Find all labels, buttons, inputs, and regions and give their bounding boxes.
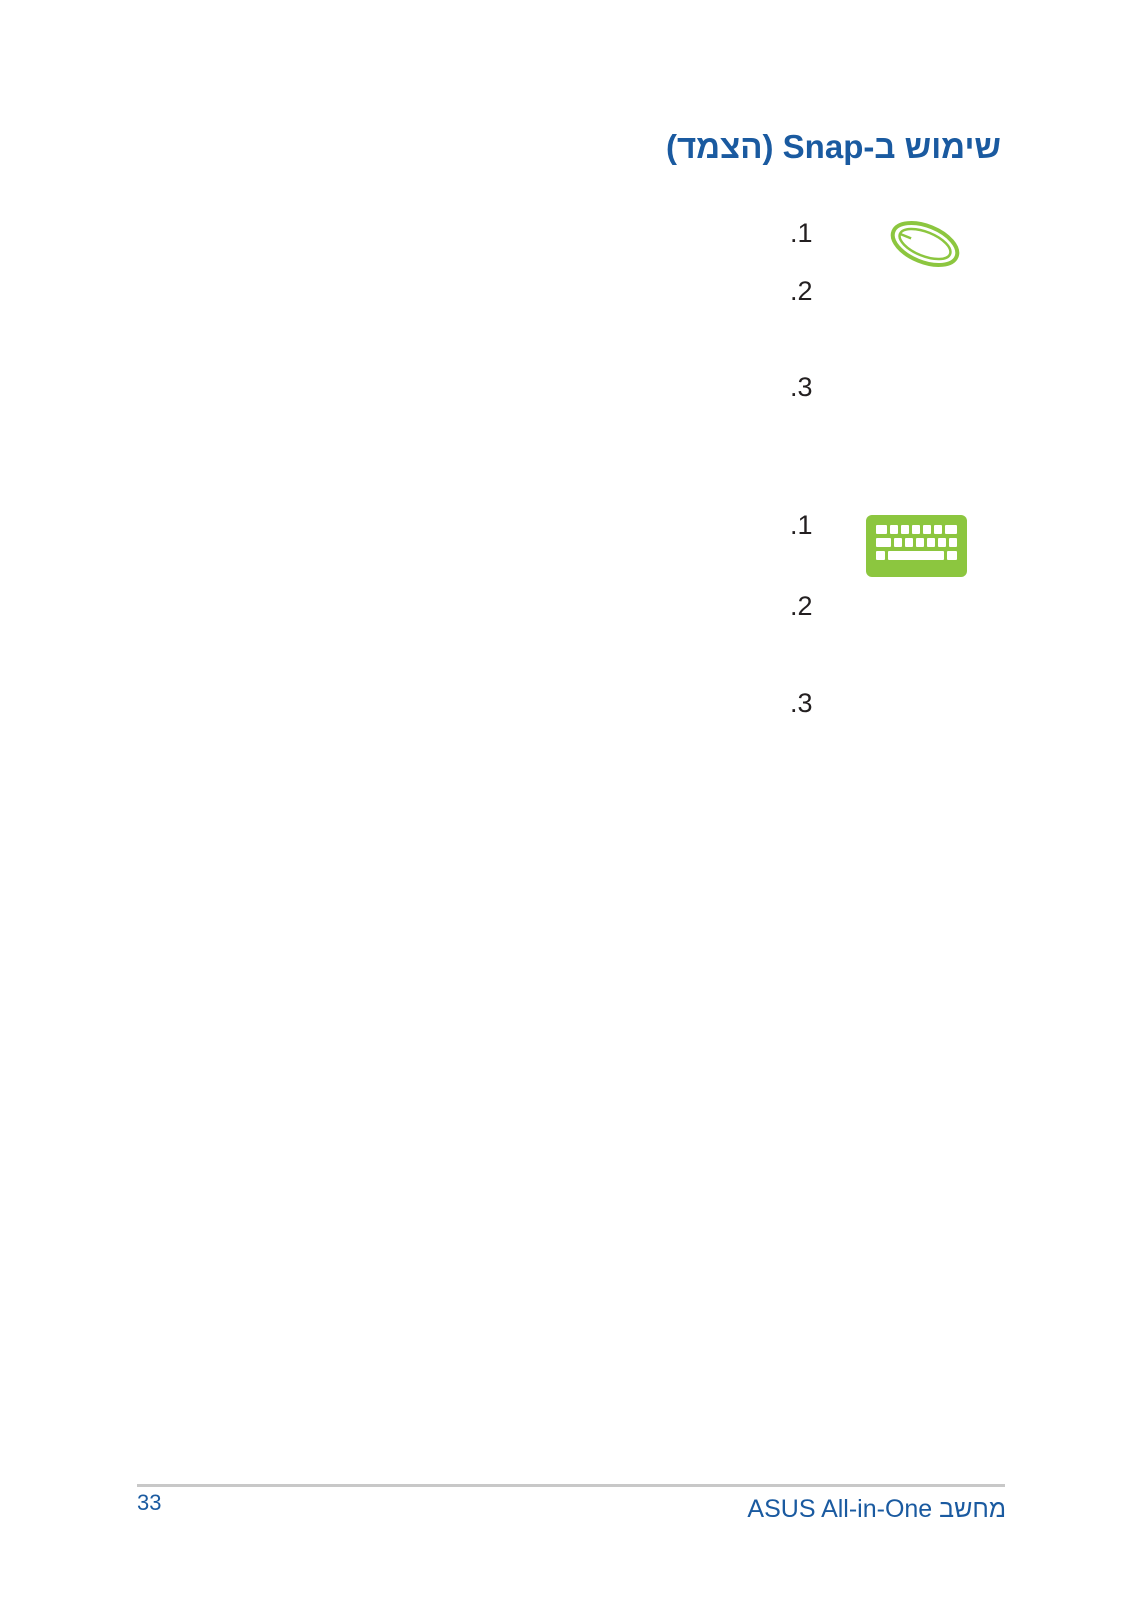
page-title: שימוש ב-Snap (הצמד) <box>665 128 1001 165</box>
step-number: .2 <box>790 276 813 306</box>
step-number: .3 <box>790 372 813 402</box>
footer-divider <box>137 1484 1005 1487</box>
page-number: 33 <box>137 1490 162 1515</box>
step-number: .2 <box>790 591 813 621</box>
step-number: .1 <box>790 510 813 540</box>
mouse-icon <box>888 218 962 270</box>
step-number: .3 <box>790 688 813 718</box>
step-number: .1 <box>790 218 813 248</box>
keyboard-icon <box>866 515 967 577</box>
footer-title: מחשב ASUS All-in-One <box>747 1495 1006 1523</box>
